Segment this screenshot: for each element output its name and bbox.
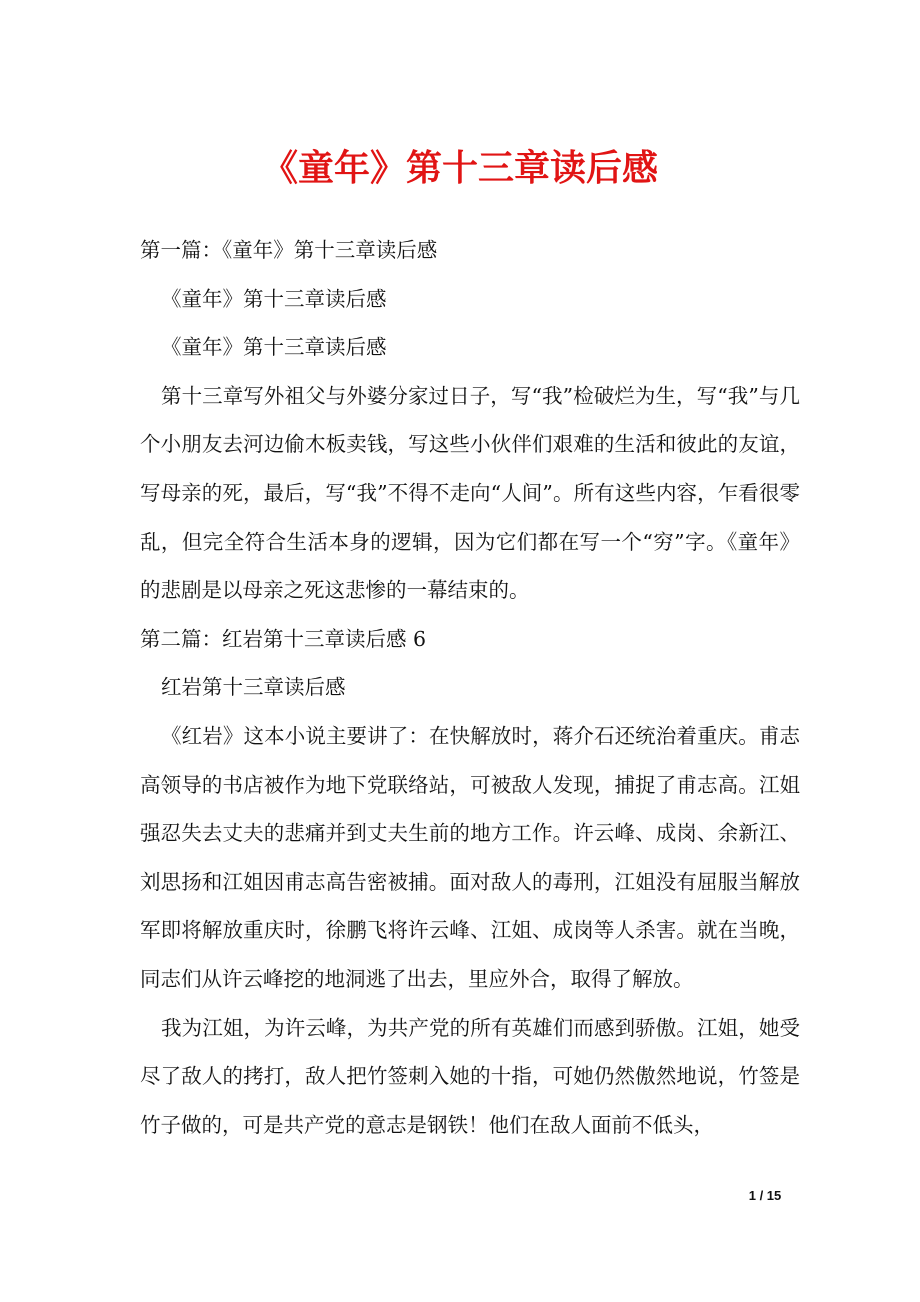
section-heading-2: 第二篇：红岩第十三章读后感 6: [140, 626, 427, 651]
document-body: [140, 226, 800, 1149]
body-paragraph: 第十三章写外祖父与外婆分家过日子，写“我”检破烂为生，写“我”与几个小朋友去河边偷木板卖钱，写这些小伙伴们艰难的生活和彼此的友谊，写母亲的死，最后，写“我”不得不走向“人间”。所有这些内容，乍看很零乱，但完全符合生活本身的逻辑，因为它们都在写一个“穷”字。《童年》的悲剧是以母亲之死这悲惨的一幕结束的。: [140, 383, 800, 603]
subtitle-line: 《童年》第十三章读后感: [161, 286, 387, 311]
subtitle-line: 红岩第十三章读后感: [161, 675, 346, 700]
section-heading-1: 第一篇：《童年》第十三章读后感: [140, 238, 438, 262]
subtitle-line: 《童年》第十三章读后感: [161, 335, 387, 360]
body-paragraph: 《红岩》这本小说主要讲了：在快解放时，蒋介石还统治着重庆。甫志高领导的书店被作为地下党联络站，可被敌人发现，捕捉了甫志高。江姐强忍失去丈夫的悲痛并到丈夫生前的地方工作。许云峰、成岗、余新江、刘思扬和江姐因甫志高告密被捕。面对敌人的毒刑，江姐没有屈服当解放军即将解放重庆时，徐鹏飞将许云峰、江姐、成岗等人杀害。就在当晚，同志们从许云峰挖的地洞逃了出去，里应外合，取得了解放。: [140, 723, 800, 991]
page-number: 1 / 15: [748, 1188, 782, 1203]
document-title: 《童年》第十三章读后感: [261, 147, 658, 189]
body-paragraph: 我为江姐，为许云峰，为共产党的所有英雄们而感到骄傲。江姐，她受尽了敌人的拷打，敌人把竹签刺入她的十指，可她仍然傲然地说，竹签是竹子做的，可是共产党的意志是钢铁！他们在敌人面前不低头，: [140, 1015, 800, 1137]
